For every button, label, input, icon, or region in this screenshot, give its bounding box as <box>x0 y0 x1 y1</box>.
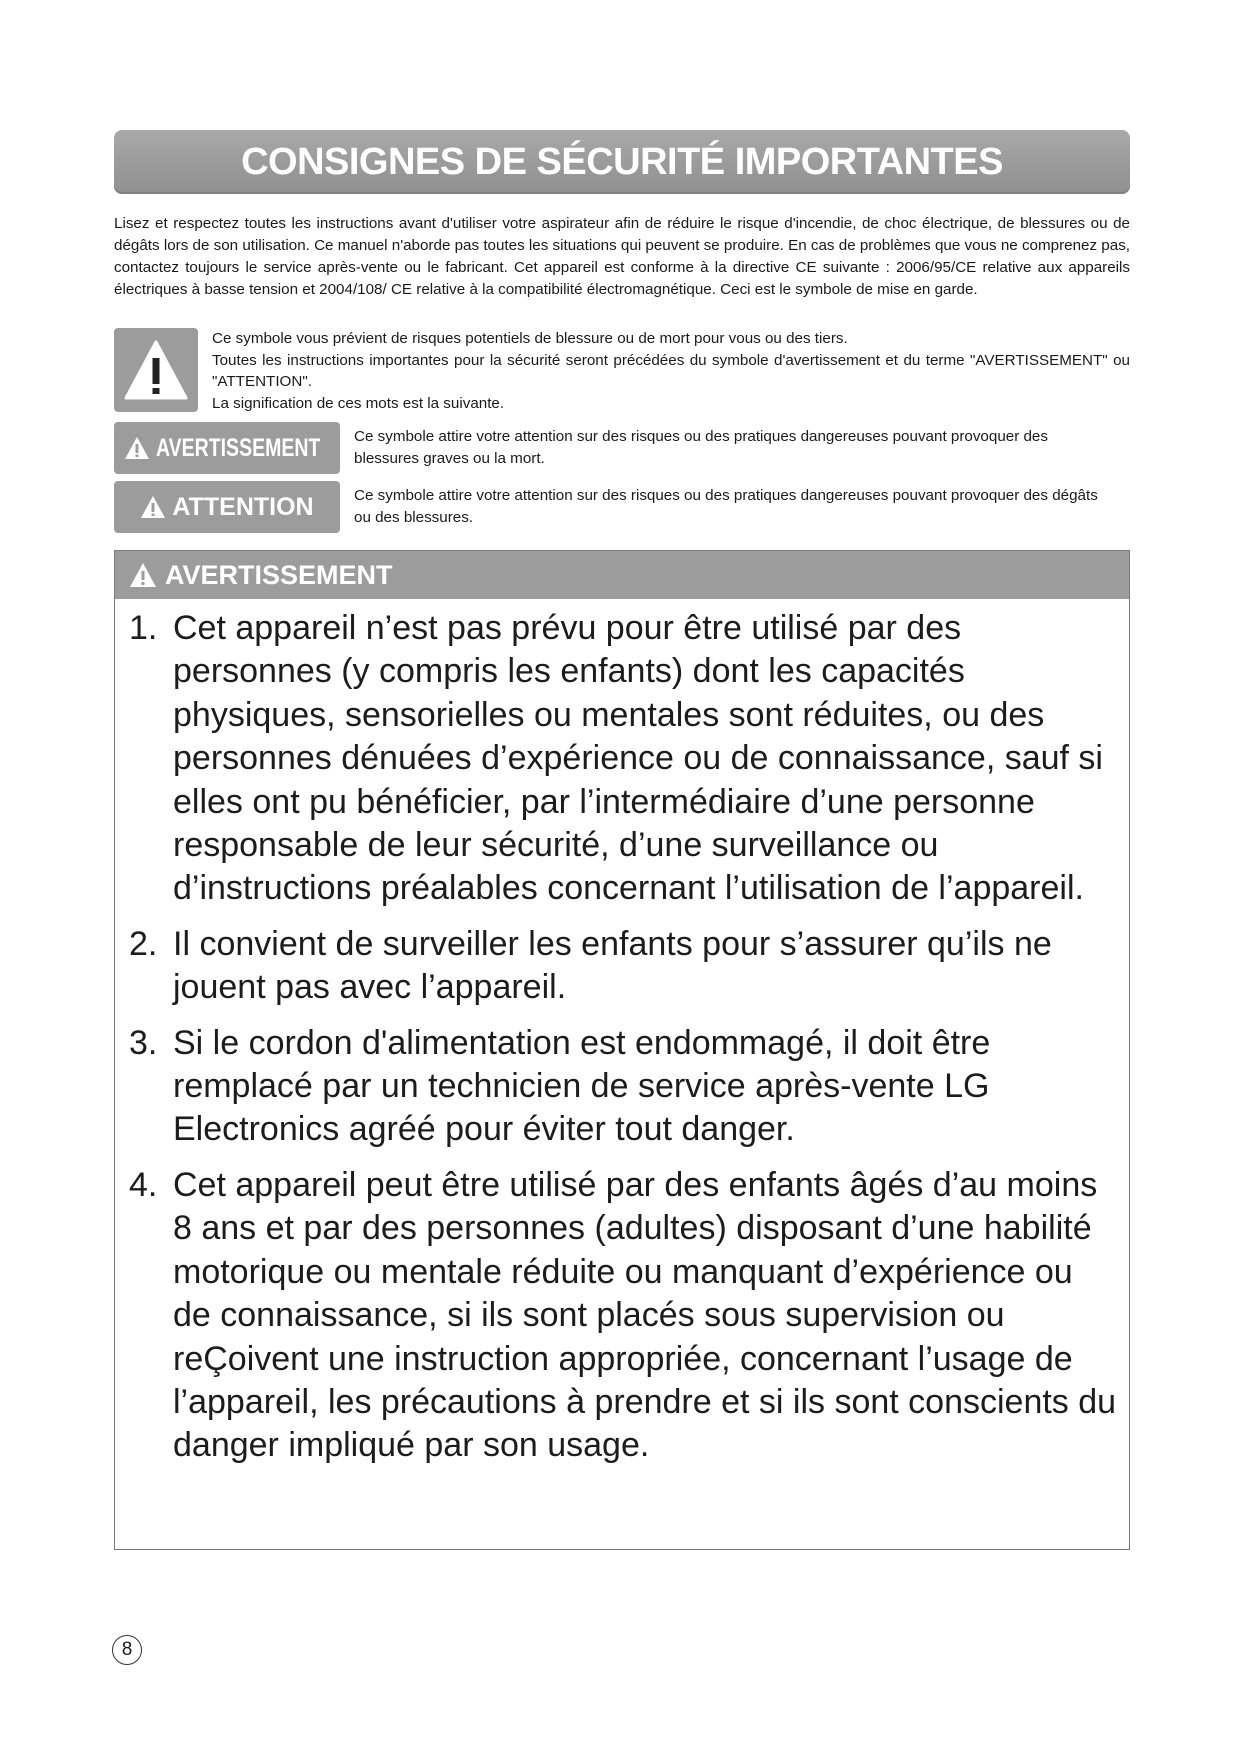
page-title: CONSIGNES DE SÉCURITÉ IMPORTANTES <box>241 140 1003 183</box>
avertissement-label: AVERTISSEMENT <box>155 433 320 462</box>
warning-item <box>129 1022 1117 1152</box>
warning-item-text: Il convient de surveiller les enfants pour s’assurer qu’ils ne jouent pas avec l’appareil. <box>173 924 1052 1007</box>
caution-line-2: Toutes les instructions importantes pour la sécurité seront précédées du symbole d'avertissement et du terme "AVERTISSEMENT" ou "ATTENTION". <box>212 351 1130 390</box>
warning-item-number: 4. <box>129 1165 158 1204</box>
level-row-avertissement <box>114 422 1130 476</box>
warning-box <box>114 550 1130 1550</box>
attention-label: ATTENTION <box>172 492 314 521</box>
title-bar <box>114 130 1130 194</box>
warning-item <box>129 1164 1117 1468</box>
attention-badge <box>114 481 340 533</box>
warning-item <box>129 607 1117 911</box>
warning-triangle-icon <box>140 495 166 519</box>
warning-item <box>129 923 1117 1010</box>
warning-list <box>115 599 1129 1468</box>
avertissement-badge <box>114 422 340 474</box>
caution-symbol-text <box>212 328 1130 414</box>
warning-item-text: Cet appareil n’est pas prévu pour être utilisé par des personnes (y compris les enfants) dont les capacités physiques, sensorielles ou mentales sont réduites, ou des personnes dénuées d’expérience ou de connaissance, sauf si elles ont pu bénéficier, par l’intermédiaire d’une personne responsable de leur sécurité, d’une surveillance ou d’instructions préalables concernant l’utilisation de l’appareil. <box>173 609 1103 908</box>
warning-item-number: 3. <box>129 1023 158 1062</box>
attention-description: Ce symbole attire votre attention sur des risques ou des pratiques dangereuses pouvant provoquer des dégâts ou des blessures. <box>354 487 1098 526</box>
avertissement-description: Ce symbole attire votre attention sur des risques ou des pratiques dangereuses pouvant provoquer des blessures graves ou la mort. <box>354 428 1048 467</box>
warning-item-number: 1. <box>129 609 158 647</box>
warning-item-text: Cet appareil peut être utilisé par des enfants âgés d’au moins 8 ans et par des personnes (adultes) disposant d’une habilité motorique ou mentale réduite ou manquant d’expérience ou de connaissance, si ils sont placés sous supervision ou reÇoivent une instruction appropriée, concernant l’usage de l’appareil, les précautions à prendre et si ils sont conscients du danger impliqué par son usage. <box>173 1165 1117 1465</box>
intro-paragraph: Lisez et respectez toutes les instructions avant d'utiliser votre aspirateur afin de réduire le risque d'incendie, de choc électrique, de blessures ou de dégâts lors de son utilisation. Ce manuel n'aborde pas toutes les situations qui peuvent se produire. En cas de problèmes que vous ne comprenez pas, contactez toujours le service après-vente ou le fabricant. Cet appareil est conforme à la directive CE suivante : 2006/95/CE relative aux appareils électriques à basse tension et 2004/108/ CE relative à la compatibilité électromagnétique. Ceci est le symbole de mise en garde. <box>114 215 1131 298</box>
warning-header <box>115 551 1129 599</box>
exclamation-triangle-icon <box>122 336 190 404</box>
caution-line-1: Ce symbole vous prévient de risques potentiels de blessure ou de mort pour vous ou des tiers. <box>212 330 848 347</box>
warning-item-text: Si le cordon d'alimentation est endommagé, il doit être remplacé par un technicien de service après-vente LG Electronics agréé pour éviter tout danger. <box>173 1023 991 1149</box>
page-number: 8 <box>112 1635 142 1665</box>
caution-symbol-block <box>114 328 1130 414</box>
warning-triangle-icon <box>129 562 157 588</box>
warning-item-number: 2. <box>129 924 158 963</box>
caution-line-3: La signification de ces mots est la suivante. <box>212 394 505 412</box>
caution-icon-box <box>114 328 198 412</box>
level-row-attention <box>114 481 1130 535</box>
warning-triangle-icon <box>124 436 150 460</box>
warning-header-label: AVERTISSEMENT <box>165 559 393 590</box>
